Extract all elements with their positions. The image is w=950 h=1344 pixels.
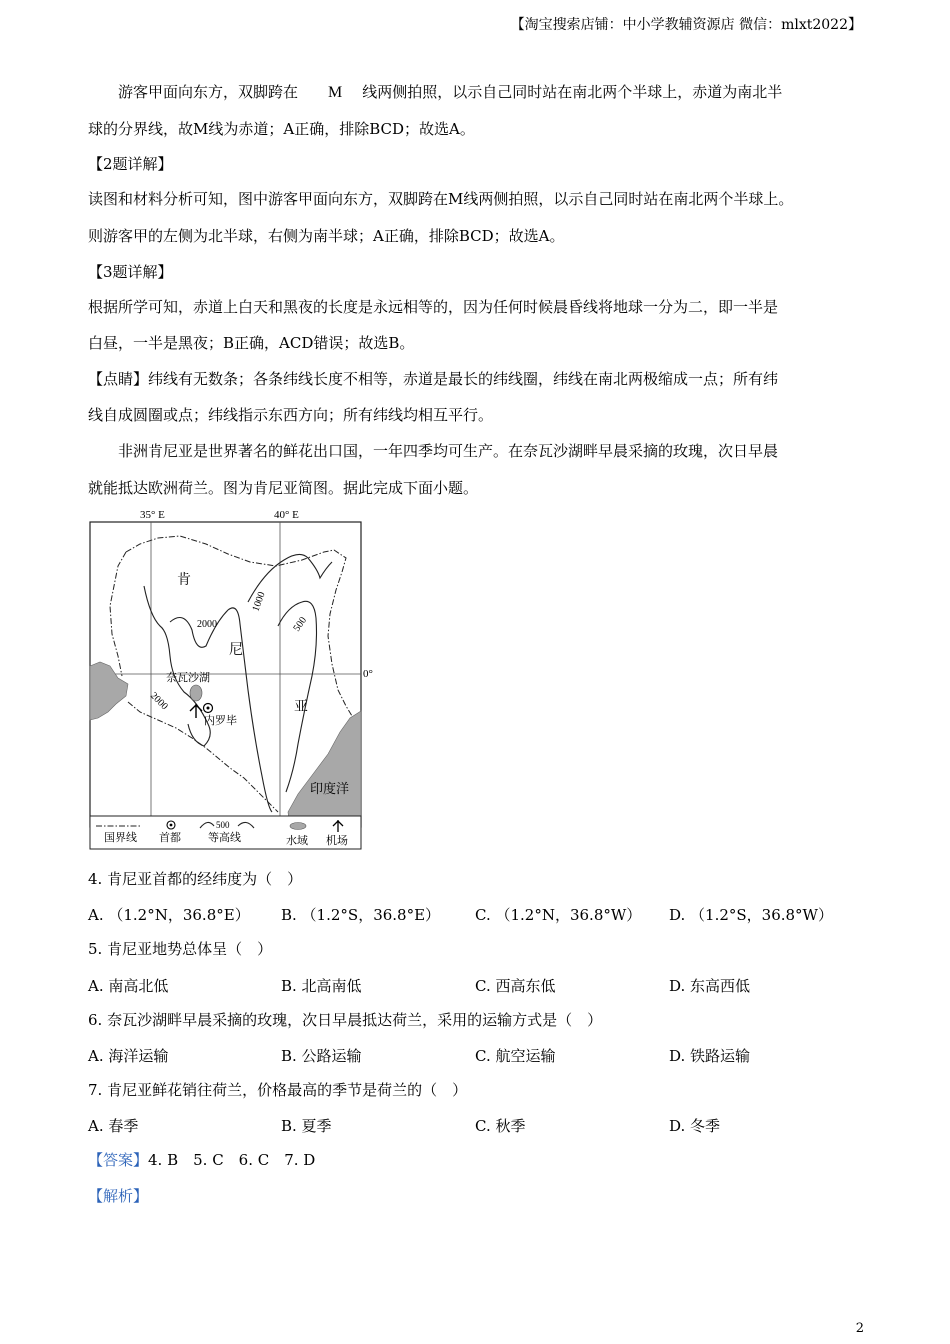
q7-option-d[interactable]: D. 冬季 xyxy=(669,1117,721,1135)
legend-water-label: 水域 xyxy=(286,835,308,847)
q5-option-d[interactable]: D. 东高西低 xyxy=(669,977,751,995)
m-line-label: M xyxy=(328,84,343,101)
lake-naivasha-label: 奈瓦沙湖 xyxy=(166,672,210,684)
contour-label-2000b: 2000 xyxy=(147,690,170,713)
q1-line1-part-a: 游客甲面向东方，双脚跨在 xyxy=(118,83,299,101)
intro-line2: 就能抵达欧洲荷兰。图为肯尼亚简图。据此完成下面小题。 xyxy=(88,479,479,497)
dianjing-line2: 线自成圆圈或点；纬线指示东西方向；所有纬线均相互平行。 xyxy=(88,406,494,424)
q1-detail-line2: 球的分界线，故M线为赤道；A正确，排除BCD；故选A。 xyxy=(88,120,475,138)
capital-label: 内罗毕 xyxy=(204,715,237,727)
q5-option-c[interactable]: C. 西高东低 xyxy=(475,977,556,995)
question-4-stem: 4. 肯尼亚首都的经纬度为（ ） xyxy=(88,870,303,888)
page-number: 2 xyxy=(855,1321,864,1336)
q4-option-c[interactable]: C. （1.2°N，36.8°W） xyxy=(475,906,642,924)
legend-contour-value: 500 xyxy=(216,820,230,830)
q4-option-d[interactable]: D. （1.2°S，36.8°W） xyxy=(669,906,833,924)
contour-label-500: 500 xyxy=(291,615,310,634)
q7-option-c[interactable]: C. 秋季 xyxy=(475,1117,526,1135)
country-char-1: 肯 xyxy=(177,573,191,588)
q7-option-b[interactable]: B. 夏季 xyxy=(281,1117,332,1135)
analysis-label: 【解析】 xyxy=(88,1187,149,1205)
contour-label-2000a: 2000 xyxy=(197,619,217,630)
legend-border-label: 国界线 xyxy=(104,832,137,844)
legend-contour-label: 等高线 xyxy=(208,832,241,844)
dianjing-line1: 【点睛】纬线有无数条；各条纬线长度不相等，赤道是最长的纬线圈，纬线在南北两极缩成一点；所有纬 xyxy=(88,370,779,388)
question-5-stem: 5. 肯尼亚地势总体呈（ ） xyxy=(88,940,273,958)
capital-icon xyxy=(204,704,213,713)
lake-naivasha-water xyxy=(190,685,202,701)
q6-option-b[interactable]: B. 公路运输 xyxy=(281,1047,362,1065)
legend-capital-label: 首都 xyxy=(159,832,181,844)
q7-option-a[interactable]: A. 春季 xyxy=(88,1117,139,1135)
q3-detail-title: 【3题详解】 xyxy=(88,263,173,281)
answer-text: 4. B 5. C 6. C 7. D xyxy=(148,1151,316,1169)
legend-capital-icon xyxy=(167,821,175,829)
q6-option-d[interactable]: D. 铁路运输 xyxy=(669,1047,751,1065)
country-char-2: 尼 xyxy=(229,643,243,658)
legend-airport-label: 机场 xyxy=(326,835,348,847)
answer-line xyxy=(88,1150,315,1170)
q2-detail-line2: 则游客甲的左侧为北半球，右侧为南半球；A正确，排除BCD；故选A。 xyxy=(88,227,565,245)
question-7-stem: 7. 肯尼亚鲜花销往荷兰，价格最高的季节是荷兰的（ ） xyxy=(88,1081,468,1099)
lon-40-label: 40° E xyxy=(274,509,299,521)
q6-option-a[interactable]: A. 海洋运输 xyxy=(88,1047,169,1065)
q5-option-b[interactable]: B. 北高南低 xyxy=(281,977,362,995)
page-header: 【淘宝搜索店铺：中小学教辅资源店 微信：mlxt2022】 xyxy=(510,17,862,33)
q1-detail-line1 xyxy=(118,82,782,103)
q4-option-a[interactable]: A. （1.2°N，36.8°E） xyxy=(88,906,250,924)
legend-water-symbol xyxy=(290,823,306,830)
q6-option-c[interactable]: C. 航空运输 xyxy=(475,1047,556,1065)
question-6-stem: 6. 奈瓦沙湖畔早晨采摘的玫瑰，次日早晨抵达荷兰，采用的运输方式是（ ） xyxy=(88,1011,603,1029)
contour-label-1000: 1000 xyxy=(250,590,268,614)
q3-detail-line1: 根据所学可知，赤道上白天和黑夜的长度是永远相等的，因为任何时候晨昏线将地球一分为二，即一半是 xyxy=(88,298,779,316)
kenya-map xyxy=(88,506,388,851)
q2-detail-title: 【2题详解】 xyxy=(88,155,173,173)
ocean-label: 印度洋 xyxy=(310,781,350,796)
intro-line1: 非洲肯尼亚是世界著名的鲜花出口国，一年四季均可生产。在奈瓦沙湖畔早晨采摘的玫瑰，次日早晨 xyxy=(118,442,779,460)
lon-35-label: 35° E xyxy=(140,509,165,521)
q3-detail-line2: 白昼，一半是黑夜；B正确，ACD错误；故选B。 xyxy=(88,334,415,352)
q2-detail-line1: 读图和材料分析可知，图中游客甲面向东方，双脚跨在M线两侧拍照，以示自己同时站在南北两个半球上。 xyxy=(88,190,794,208)
answer-label: 【答案】 xyxy=(88,1151,149,1169)
country-char-3: 亚 xyxy=(294,700,308,715)
q5-option-a[interactable]: A. 南高北低 xyxy=(88,977,169,995)
q1-line1-part-b: 线两侧拍照，以示自己同时站在南北两个半球上，赤道为南北半 xyxy=(362,83,783,101)
lat-0-label: 0° xyxy=(363,668,373,680)
q4-option-b[interactable]: B. （1.2°S，36.8°E） xyxy=(281,906,441,924)
